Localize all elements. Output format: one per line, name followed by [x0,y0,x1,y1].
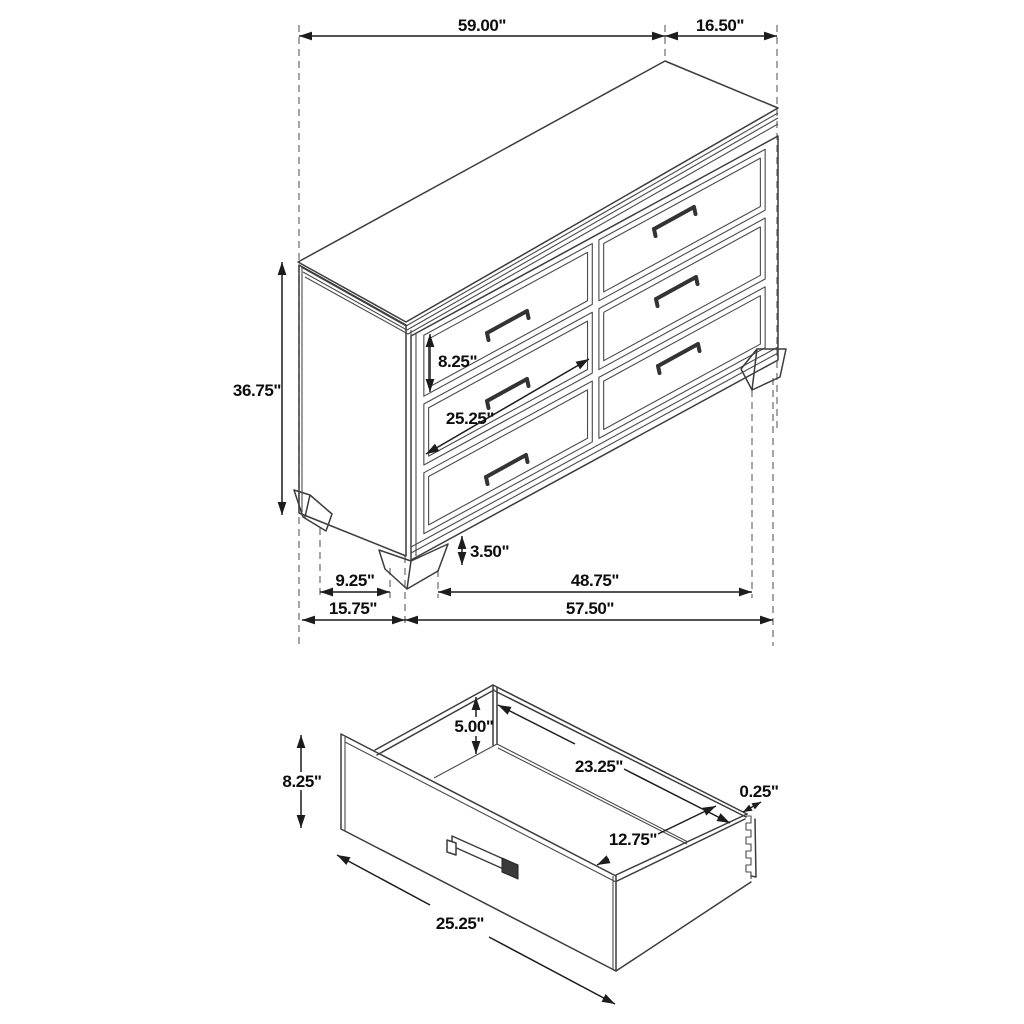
dim-label-top-width: 59.00" [457,16,507,35]
drawer-back-corner-post [493,685,497,745]
dim-label-height: 36.75" [232,381,282,400]
drawer-front [599,218,765,370]
dim-label-base-span: 48.75" [570,571,620,590]
dim-label-leg-spacing: 9.25" [335,571,375,590]
drawer-handle-bar [452,836,508,871]
dim-label-top-depth: 16.50" [695,16,745,35]
dim-label-inner-length: 23.25" [574,757,624,776]
drawer-floor-edges [434,744,688,844]
drawer-dimensions [282,697,778,1004]
dim-line [489,937,615,1004]
dim-bottom-width [405,599,773,620]
drawer-view [282,685,778,1004]
drawer-back-top [493,685,747,817]
dim-label-bottom-width: 57.50" [565,599,615,618]
drawer-handle-large [447,836,518,879]
drawer-fronts-outer [424,149,765,533]
dovetail-joint [746,816,751,879]
dim-panel-thickness [739,782,778,812]
drawer-handle [487,311,529,340]
dresser-legs [294,349,786,589]
dim-base-span [438,571,752,592]
drawer-front [424,381,592,534]
dim-label-panel-thickness: 0.25" [739,782,779,801]
drawer-handle-left-foot [447,840,456,855]
drawer-handle [487,379,529,408]
dim-leg-spacing [320,571,390,592]
dim-label-leg-height: 3.50" [470,542,510,561]
dim-label-inner-depth: 5.00" [454,717,494,736]
drawer-handle [486,455,528,484]
cabinet-top-molding [301,113,778,334]
cabinet-front-face [411,136,778,560]
dim-label-front-height: 8.25" [282,772,322,791]
dim-label-drawer-width: 25.25" [445,409,495,428]
dim-label-drawer-height: 8.25" [438,352,478,371]
dim-label-front-width: 25.25" [435,914,485,933]
drawer-handle [654,207,696,236]
dim-line [337,855,430,905]
dim-line [498,705,575,744]
dresser-dimensions [233,16,777,620]
dim-label-left-span: 15.75" [328,599,378,618]
drawer-front [599,287,765,439]
dim-leg-height [462,536,509,565]
cabinet-side-panel [299,265,406,556]
dim-left-span [302,599,405,620]
dim-top-depth [665,16,777,36]
dim-line [658,806,716,834]
dim-drawer-width [426,359,589,454]
dim-label-inner-width: 12.75" [608,830,658,849]
dresser-cabinet [294,61,786,589]
drawer-handle-right-cap [502,858,518,879]
dresser-extension-lines [299,25,777,646]
cabinet-top-face [298,61,778,322]
dim-line [597,859,609,865]
dim-line [426,359,589,454]
drawer-handle [656,277,698,306]
drawer-body [341,685,756,971]
dim-inner-depth [454,697,493,754]
dresser-view [233,16,786,646]
dim-front-height [282,735,321,828]
dim-front-width [337,855,615,1004]
dim-line [743,802,761,812]
dim-height [233,262,282,515]
drawer-front [599,149,765,301]
drawer-grid [424,149,765,533]
dim-line [624,769,730,823]
dim-inner-length [498,705,730,823]
dim-top-width [299,16,665,36]
